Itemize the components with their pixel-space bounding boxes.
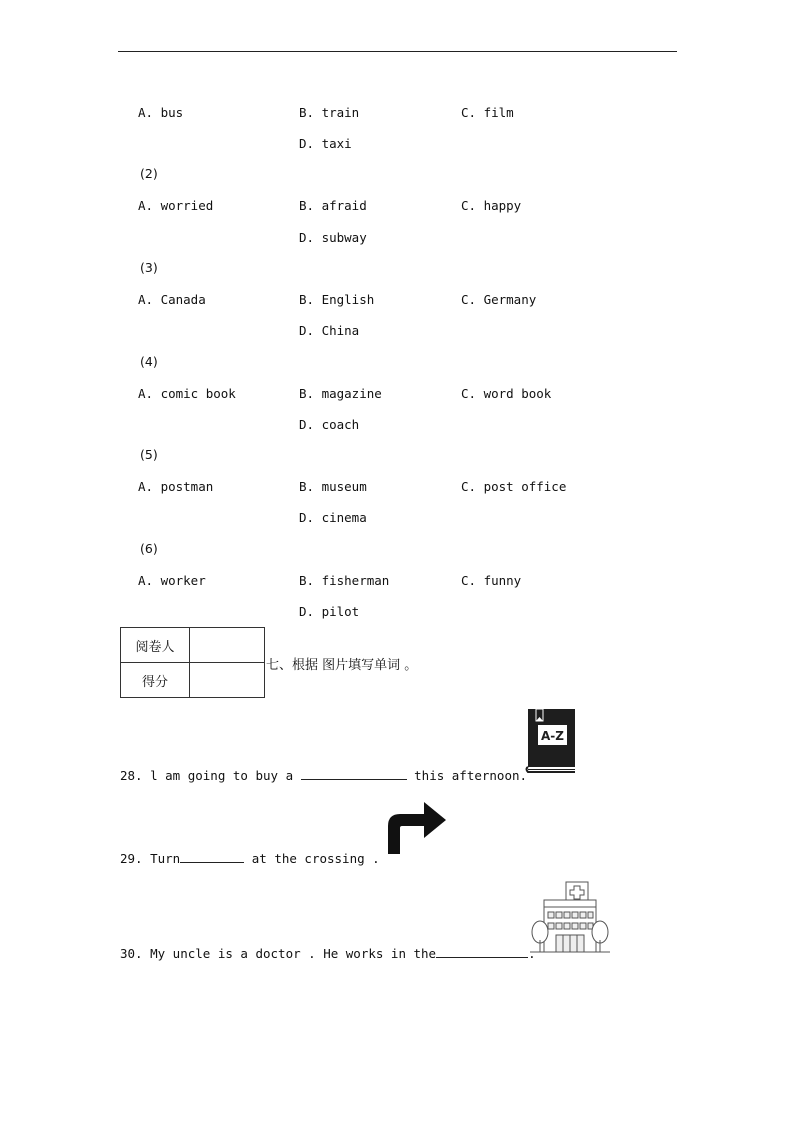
- question-text: .: [528, 946, 536, 961]
- option-c: C. film: [461, 105, 514, 120]
- question-number: (6): [140, 541, 158, 556]
- answer-blank[interactable]: [436, 946, 528, 958]
- option-b: B. fisherman: [299, 573, 390, 588]
- score-label: 得分: [121, 663, 190, 698]
- question-number: (2): [140, 166, 158, 181]
- answer-blank[interactable]: [180, 851, 244, 863]
- option-a: A. worker: [138, 573, 206, 588]
- header-rule: [118, 51, 677, 52]
- option-c: C. post office: [461, 479, 567, 494]
- option-a: A. bus: [138, 105, 184, 120]
- question-number: (5): [140, 447, 158, 462]
- option-c: C. happy: [461, 198, 522, 213]
- question-text: at the crossing .: [244, 851, 380, 866]
- question-text: 28. l am going to buy a: [120, 768, 301, 783]
- dictionary-book-icon: [522, 706, 578, 776]
- option-b: B. train: [299, 105, 360, 120]
- option-a: A. worried: [138, 198, 214, 213]
- question-30: [120, 946, 536, 961]
- option-c: C. word book: [461, 386, 552, 401]
- option-b: B. magazine: [299, 386, 382, 401]
- question-number: (3): [140, 260, 158, 275]
- option-a: A. Canada: [138, 292, 206, 307]
- question-29: [120, 851, 380, 866]
- option-b: B. afraid: [299, 198, 367, 213]
- grader-table: [120, 627, 265, 698]
- option-a: A. postman: [138, 479, 214, 494]
- option-c: C. Germany: [461, 292, 537, 307]
- score-field[interactable]: [190, 663, 265, 698]
- option-d: D. China: [299, 323, 360, 338]
- question-text: this afternoon.: [406, 768, 528, 783]
- question-text: 29. Turn: [120, 851, 181, 866]
- turn-right-arrow-icon: [384, 796, 448, 856]
- question-text: 30. My uncle is a doctor . He works in the: [120, 946, 437, 961]
- option-c: C. funny: [461, 573, 522, 588]
- hospital-icon: [530, 880, 610, 956]
- option-b: B. English: [299, 292, 375, 307]
- reviewer-field[interactable]: [190, 628, 265, 663]
- option-d: D. taxi: [299, 136, 352, 151]
- option-d: D. coach: [299, 417, 360, 432]
- book-label: A-Z: [541, 729, 564, 743]
- option-b: B. museum: [299, 479, 367, 494]
- question-number: (4): [140, 354, 158, 369]
- question-28: [120, 768, 527, 783]
- option-a: A. comic book: [138, 386, 236, 401]
- option-d: D. subway: [299, 230, 367, 245]
- option-d: D. pilot: [299, 604, 360, 619]
- section-title: 七、根据 图片填写单词 。: [266, 658, 418, 673]
- option-d: D. cinema: [299, 510, 367, 525]
- reviewer-label: 阅卷人: [121, 628, 190, 663]
- answer-blank[interactable]: [301, 768, 407, 780]
